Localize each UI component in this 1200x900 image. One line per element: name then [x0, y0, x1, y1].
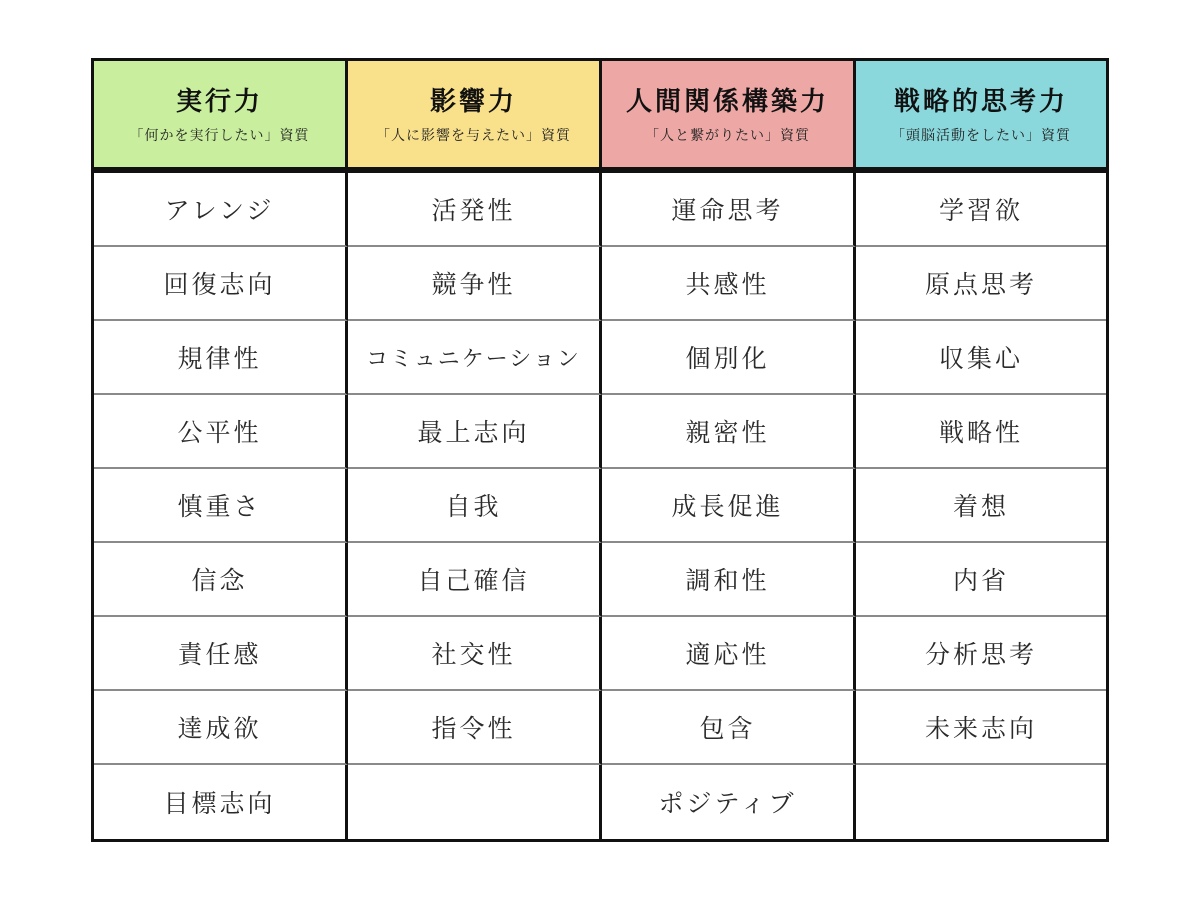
column-title: 人間関係構築力 — [625, 87, 829, 117]
table-cell: コミュニケーション — [348, 321, 602, 395]
table-cell: 学習欲 — [856, 173, 1106, 247]
table-cell: 個別化 — [602, 321, 856, 395]
column-title: 影響力 — [429, 87, 517, 117]
table-cell: 運命思考 — [602, 173, 856, 247]
column-subtitle: 「何かを実行したい」資質 — [129, 128, 310, 144]
table-cell: 共感性 — [602, 247, 856, 321]
table-cell: 適応性 — [602, 617, 856, 691]
table-cell: 競争性 — [348, 247, 602, 321]
table-cell: 指令性 — [348, 691, 602, 765]
table-cell: 規律性 — [94, 321, 348, 395]
strengths-table — [91, 58, 1109, 842]
table-cell: 収集心 — [856, 321, 1106, 395]
column-header-execution — [94, 61, 348, 173]
table-cell: 自己確信 — [348, 543, 602, 617]
table-cell: 慎重さ — [94, 469, 348, 543]
column-header-strategic — [856, 61, 1106, 173]
table-cell: 原点思考 — [856, 247, 1106, 321]
table-cell: 公平性 — [94, 395, 348, 469]
table-cell: 自我 — [348, 469, 602, 543]
table-cell: 包含 — [602, 691, 856, 765]
table-cell: 信念 — [94, 543, 348, 617]
column-subtitle: 「人と繋がりたい」資質 — [645, 128, 810, 144]
column-header-relationship — [602, 61, 856, 173]
table-cell: 活発性 — [348, 173, 602, 247]
table-cell: 回復志向 — [94, 247, 348, 321]
table-cell: 着想 — [856, 469, 1106, 543]
column-header-influencing — [348, 61, 602, 173]
table-cell: 分析思考 — [856, 617, 1106, 691]
table-cell: 親密性 — [602, 395, 856, 469]
table-cell: 最上志向 — [348, 395, 602, 469]
table-cell — [348, 765, 602, 839]
table-cell: 目標志向 — [94, 765, 348, 839]
table-cell: 調和性 — [602, 543, 856, 617]
table-cell: 内省 — [856, 543, 1106, 617]
table-cell: 成長促進 — [602, 469, 856, 543]
table-cell: 達成欲 — [94, 691, 348, 765]
table-cell: 責任感 — [94, 617, 348, 691]
table-cell — [856, 765, 1106, 839]
column-title: 実行力 — [175, 87, 263, 117]
table-cell: 未来志向 — [856, 691, 1106, 765]
table-cell: ポジティブ — [602, 765, 856, 839]
table-cell: 社交性 — [348, 617, 602, 691]
column-subtitle: 「頭脳活動をしたい」資質 — [891, 128, 1071, 144]
column-subtitle: 「人に影響を与えたい」資質 — [376, 128, 571, 144]
column-title: 戦略的思考力 — [893, 87, 1068, 117]
table-cell: アレンジ — [94, 173, 348, 247]
table-cell: 戦略性 — [856, 395, 1106, 469]
